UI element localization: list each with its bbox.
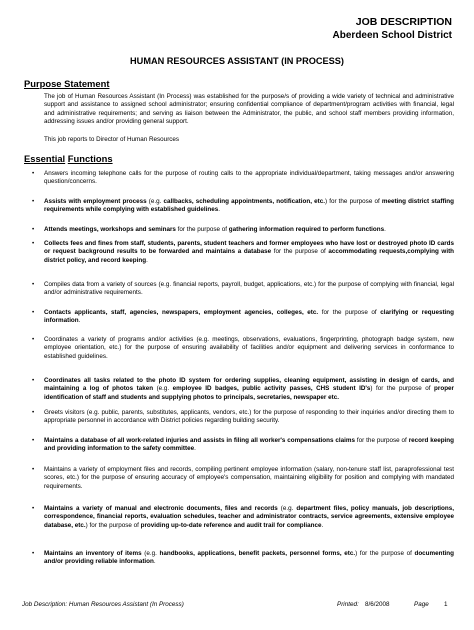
- function-item-text: [44, 336, 454, 361]
- function-text-bold: Maintains an inventory of items: [44, 550, 142, 557]
- function-text: for the purpose of: [355, 437, 409, 444]
- bullet-glyph: •: [32, 409, 35, 416]
- function-text-bold: Maintains a database of all work-related injuries and assists in filing all worker's compensations claims: [44, 437, 356, 444]
- function-item-text: [44, 170, 454, 187]
- function-text-bold: employee ID badges, public activity passes, CHS student ID's: [172, 385, 371, 393]
- bullet-glyph: •: [32, 198, 35, 205]
- function-text-bold: Contacts applicants, staff, agencies, newspapers, employment agencies, colleges, etc.: [44, 309, 319, 316]
- function-item-text: [44, 377, 454, 402]
- function-text-bold: department files, policy manuals, job descriptions, correspondence, financial reports, evaluation schedules, teacher and administrator contracts, service agreements, extensive employee database, etc.: [44, 505, 454, 529]
- function-text: for the purpose of: [318, 309, 381, 316]
- footer-page-label: Page: [414, 601, 429, 608]
- function-item-text: [44, 437, 454, 454]
- function-text-bold: providing up-to-date reference and audit trail for compliance: [140, 521, 322, 529]
- function-item-text: [44, 281, 454, 298]
- function-text: Answers incoming telephone calls for the purpose of routing calls to the appropriate individual/department, taking messages and/or answering question/concerns.: [44, 170, 454, 186]
- function-item-text: [44, 226, 454, 234]
- bullet-glyph: •: [32, 309, 35, 316]
- function-item-text: [44, 409, 454, 426]
- function-text-bold: Collects fees and fines from staff, students, parents, student teachers and former employees who have lost or destroyed photo ID cards or request background results to be forwarded and maintains a database: [44, 240, 454, 256]
- function-text: .: [384, 226, 386, 233]
- function-text: .: [321, 521, 324, 529]
- bullet-glyph: •: [32, 240, 35, 247]
- function-text: (e.g.: [146, 198, 164, 205]
- bullet-glyph: •: [32, 226, 35, 233]
- function-text-bold: clarifying or requesting information: [44, 309, 454, 325]
- function-text-bold: Coordinates all tasks related to the photo ID system for ordering supplies, cleaning equipment, assisting in design of cards, and maintaining a log of photos taken: [44, 377, 454, 393]
- function-text: Maintains a variety of employment files and records, compiling pertinent employee information (salary, non-tenure staff list, paraprofessional test scores, etc.) for the purpose of ensuring accuracy of employee's compensation, maintaining eligibility for position and complying with mandated requirements.: [44, 466, 454, 490]
- function-text: ) for the purpose of: [85, 521, 141, 529]
- function-text: .: [153, 558, 156, 566]
- function-text-bold: Maintains a variety of manual and electronic documents, files and records: [44, 505, 278, 512]
- bullet-glyph: •: [32, 437, 35, 444]
- job-title: HUMAN RESOURCES ASSISTANT (IN PROCESS): [130, 56, 344, 66]
- function-text: (e.g.: [153, 385, 173, 393]
- function-text-bold: Assists with employment process: [44, 198, 147, 205]
- purpose-text: The job of Human Resources Assistant (In Process) was established for the purpose/s of providing a wide variety of technical and administrative support and assistance to assigned school administrator; ensuring confidential compliance of department/program activities with financial, legal and administrative requirements; and serving as liaison between the Administrator, the public, and school staff members providing information, addressing issues and/or providing general support.: [44, 93, 454, 125]
- bullet-glyph: •: [32, 377, 35, 384]
- bullet-glyph: •: [32, 466, 35, 473]
- bullet-glyph: •: [32, 550, 35, 557]
- function-text-bold: proper identification of staff and students and supplying photos to principals, secretaries, newspaper etc.: [44, 385, 454, 401]
- function-text: .: [78, 317, 81, 325]
- footer-printed-label: Printed:: [337, 601, 359, 608]
- function-text-bold: handbooks, applications, benefit packets, personnel forms, etc.: [159, 550, 356, 557]
- function-text: for the purpose of: [175, 226, 229, 233]
- purpose-heading: Purpose Statement: [24, 78, 110, 89]
- function-text: for the purpose of: [271, 248, 329, 256]
- footer-document-name: Job Description: Human Resources Assistant (In Process): [22, 601, 184, 608]
- function-item-text: [44, 550, 454, 567]
- function-text-bold: documenting and/or providing reliable information: [44, 550, 454, 566]
- function-text-bold: meeting district staffing requirements while complying with established guidelines: [44, 198, 455, 214]
- function-text: ) for the purpose of: [324, 198, 382, 205]
- function-text-bold: callbacks, scheduling appointments, notification, etc.: [163, 198, 325, 205]
- footer-printed-date: 8/6/2008: [365, 601, 390, 608]
- document-type-heading: JOB DESCRIPTION: [355, 16, 452, 28]
- function-text-bold: record keeping and providing information to the safety committee: [44, 437, 454, 453]
- bullet-glyph: •: [32, 170, 35, 177]
- function-item-text: [44, 505, 454, 530]
- reports-to-text: This job reports to Director of Human Resources: [44, 136, 180, 143]
- bullet-glyph: •: [32, 505, 35, 512]
- function-item-text: [44, 309, 454, 326]
- function-text-bold: accommodating requests,complying with district policy, and record keeping: [44, 248, 455, 264]
- function-text: Coordinates a variety of programs and/or activities (e.g. meetings, observations, evaluations, fingerprinting, photograph badge system, new employee orientation, etc.) for the purpose of ensuring availability of facilities and/or equipment and delivering services in conformance to established guidelines.: [44, 336, 454, 360]
- function-item-text: [44, 466, 454, 491]
- bullet-glyph: •: [32, 281, 35, 288]
- essential-functions-heading: Essential Functions: [24, 153, 113, 164]
- function-item-text: [44, 240, 454, 265]
- function-text: .: [194, 445, 196, 453]
- function-text-bold: Attends meetings, workshops and seminars: [44, 226, 176, 233]
- function-item-text: [44, 198, 454, 215]
- footer-page-number: 1: [444, 601, 448, 608]
- bullet-glyph: •: [32, 336, 35, 343]
- function-text: (e.g.: [141, 550, 160, 557]
- function-text: Greets visitors (e.g. public, parents, substitutes, applicants, vendors, etc.) for the purpose of responding to their inquiries and/or directing them to appropriate personnel in accordance with District policies regarding building security.: [44, 409, 454, 425]
- function-text: Compiles data from a variety of sources (e.g. financial reports, payroll, budget, applications, etc.) for the purpose of complying with financial, legal and/or administrative requirements.: [44, 281, 454, 297]
- function-text: .: [146, 256, 148, 264]
- district-name: Aberdeen School District: [332, 30, 452, 41]
- function-text: (e.g.: [277, 505, 297, 512]
- function-text: ) for the purpose of: [370, 385, 435, 393]
- function-text-bold: gathering information required to perform functions: [228, 226, 385, 233]
- function-text: ) for the purpose of: [355, 550, 415, 557]
- function-text: .: [218, 206, 220, 214]
